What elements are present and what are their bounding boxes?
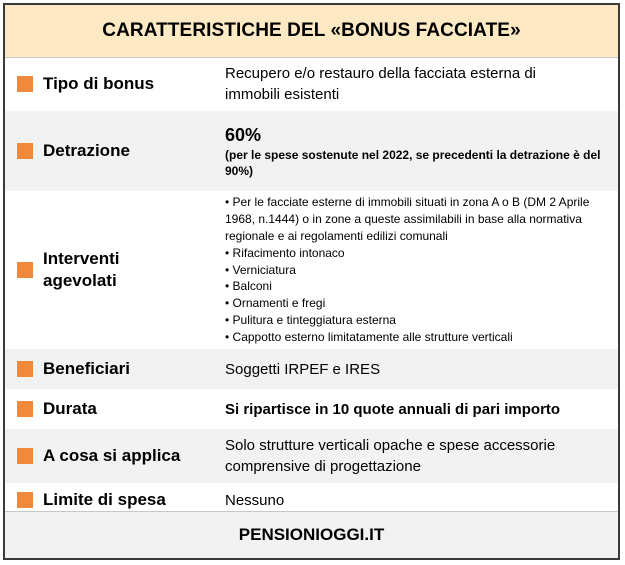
table-title: CARATTERISTICHE DEL «BONUS FACCIATE» bbox=[5, 5, 618, 58]
row-label-cell bbox=[5, 191, 217, 349]
row-detrazione bbox=[5, 111, 618, 191]
orange-square-bullet-icon bbox=[17, 361, 33, 377]
row-beneficiari bbox=[5, 349, 618, 389]
row-label: A cosa si applica bbox=[43, 446, 181, 465]
orange-square-bullet-icon bbox=[17, 448, 33, 464]
row-value-cell bbox=[225, 389, 612, 429]
info-table bbox=[3, 3, 620, 560]
row-label-line: Interventi bbox=[43, 249, 120, 268]
row-interventi-agevolati bbox=[5, 191, 618, 349]
row-value: Recupero e/o restauro della facciata esterna di immobili esistenti bbox=[225, 65, 537, 103]
orange-square-bullet-icon bbox=[17, 262, 33, 278]
row-durata bbox=[5, 389, 618, 429]
row-label: Limite di spesa bbox=[43, 490, 166, 509]
row-value-cell bbox=[225, 191, 612, 349]
row-label: Tipo di bonus bbox=[43, 74, 155, 93]
list-item: • Verniciatura bbox=[225, 262, 296, 277]
row-label: Durata bbox=[43, 399, 97, 418]
row-value-cell bbox=[225, 349, 612, 389]
row-label-cell bbox=[5, 111, 217, 191]
row-label-cell bbox=[5, 429, 217, 483]
list-item: • Rifacimento intonaco bbox=[225, 245, 345, 260]
row-value-cell bbox=[225, 429, 612, 483]
row-label-cell bbox=[5, 349, 217, 389]
row-tipo-di-bonus bbox=[5, 57, 618, 111]
row-label: Beneficiari bbox=[43, 359, 130, 378]
orange-square-bullet-icon bbox=[17, 401, 33, 417]
row-label-line: agevolati bbox=[43, 271, 117, 290]
row-value: Solo strutture verticali opache e spese accessorie comprensive di progettazione bbox=[225, 437, 556, 475]
list-item: • Ornamenti e fregi bbox=[225, 296, 326, 311]
row-label-cell bbox=[5, 57, 217, 111]
orange-square-bullet-icon bbox=[17, 143, 33, 159]
orange-square-bullet-icon bbox=[17, 492, 33, 508]
row-label-cell bbox=[5, 389, 217, 429]
row-a-cosa-si-applica bbox=[5, 429, 618, 483]
interventi-list bbox=[225, 194, 612, 345]
list-item: • Balconi bbox=[225, 279, 272, 294]
list-item: • Cappotto esterno limitatamente alle strutture verticali bbox=[225, 329, 513, 344]
row-value-cell bbox=[225, 111, 612, 191]
detrazione-percentage: 60% bbox=[225, 125, 262, 145]
list-item: • Per le facciate esterne di immobili situati in zona A o B (DM 2 Aprile 1968, n.1444) o in zone a queste assimilabili in base alla normativa regionale e ai regolamenti edilizi comunali bbox=[225, 195, 590, 243]
detrazione-note: (per le spese sostenute nel 2022, se precedenti la detrazione è del 90%) bbox=[225, 148, 601, 178]
list-item: • Pulitura e tinteggiatura esterna bbox=[225, 312, 396, 327]
row-label: Detrazione bbox=[43, 141, 130, 160]
row-value-cell bbox=[225, 57, 612, 111]
row-value: Nessuno bbox=[225, 491, 285, 509]
row-value: Soggetti IRPEF e IRES bbox=[225, 360, 381, 378]
footer-source: PENSIONIOGGI.IT bbox=[5, 511, 618, 558]
orange-square-bullet-icon bbox=[17, 76, 33, 92]
row-label bbox=[43, 248, 120, 292]
row-value: Si ripartisce in 10 quote annuali di pari importo bbox=[225, 400, 561, 418]
